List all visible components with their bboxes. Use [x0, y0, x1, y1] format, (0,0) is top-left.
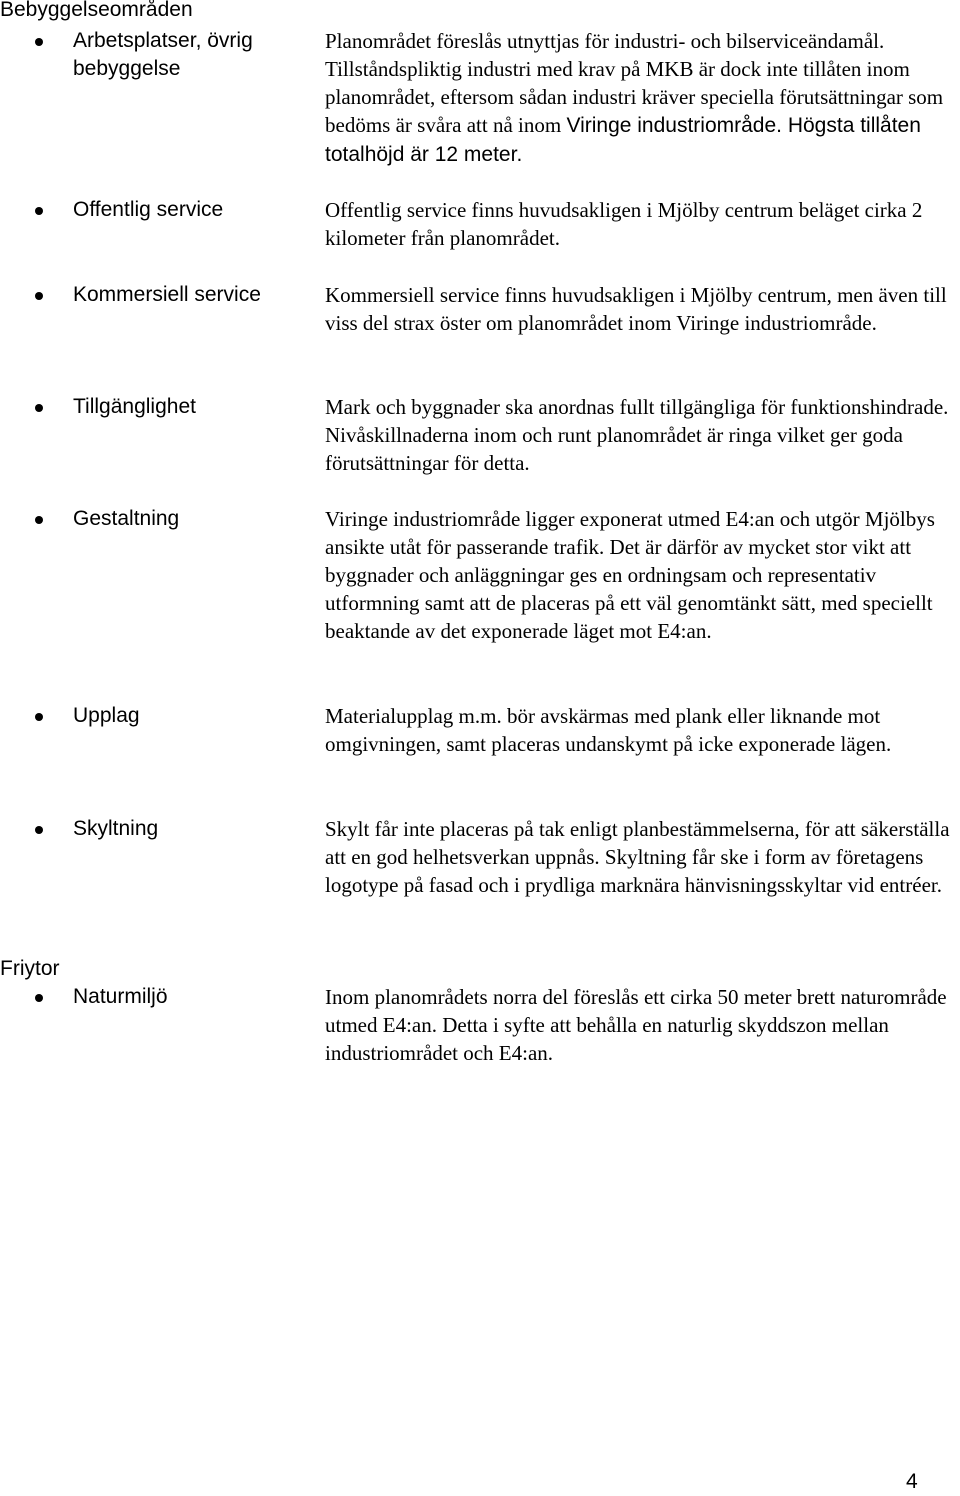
section-heading-friytor: Friytor — [0, 957, 60, 980]
row-label-kommersiell-service — [73, 281, 303, 309]
label-text: Gestaltning — [73, 507, 180, 530]
label-text: Offentlig service — [73, 198, 224, 221]
paragraph-text: Viringe industriområde ligger exponerat utmed E4:an och utgör Mjölbys ansikte utåt för passerande trafik. Det är därför av mycket stor vikt att byggnader och anläggningar ges en ordningsam och representativ utformning samt att de placeras på ett väl genomtänkt sätt, med speciellt beaktande av det exponerade läget mot E4:an. — [325, 507, 935, 643]
paragraph-text: Mark och byggnader ska anordnas fullt tillgängliga för funktionshindrade. Nivåskillnaderna inom och runt planområdet är ringa vilket ger goda förutsättningar för detta. — [325, 395, 949, 475]
row-text-upplag — [325, 702, 960, 758]
bullet-icon — [35, 994, 43, 1002]
paragraph-text: Planområdet föreslås utnyttjas för industri- och bilserviceändamål. Tillståndspliktig industri med krav på MKB är dock inte tillåten inom planområdet, eftersom sådan industri kräver speciella förutsättningar som bedöms är svåra att nå inom — [325, 29, 944, 137]
bullet-icon — [35, 404, 43, 412]
row-label-upplag — [73, 702, 303, 730]
row-text-arbetsplatser — [325, 27, 960, 169]
row-text-offentlig-service — [325, 196, 960, 252]
row-label-naturmiljo — [73, 983, 303, 1011]
row-label-skyltning — [73, 815, 303, 843]
paragraph-text: Skylt får inte placeras på tak enligt planbestämmelserna, för att säkerställa att en god helhetsverkan uppnås. Skyltning får ske i form av företagens logotype på fasad och i prydliga marknära hänvisningsskyltar vid entréer. — [325, 817, 950, 897]
page-number: 4 — [906, 1470, 918, 1493]
bullet-icon — [35, 713, 43, 721]
row-text-gestaltning — [325, 505, 960, 645]
label-text: Kommersiell service — [73, 283, 261, 306]
row-text-kommersiell-service — [325, 281, 960, 337]
paragraph-text: Kommersiell service finns huvudsakligen i Mjölby centrum, men även till viss del strax öster om planområdet inom Viringe industriområde. — [325, 283, 947, 335]
row-label-offentlig-service — [73, 196, 303, 224]
row-label-gestaltning — [73, 505, 303, 533]
bullet-icon — [35, 516, 43, 524]
bullet-icon — [35, 826, 43, 834]
label-text: Skyltning — [73, 817, 159, 840]
paragraph-text-tail: Viringe industriområde. Högsta tillåten totalhöjd är 12 meter. — [325, 114, 921, 166]
label-text: Upplag — [73, 704, 140, 727]
bullet-icon — [35, 207, 43, 215]
row-text-skyltning — [325, 815, 960, 899]
label-text: Arbetsplatser, övrig bebyggelse — [73, 29, 253, 80]
paragraph-text: Materialupplag m.m. bör avskärmas med plank eller liknande mot omgivningen, samt placeras undanskymt på icke exponerade lägen. — [325, 704, 892, 756]
paragraph-text: Inom planområdets norra del föreslås ett cirka 50 meter brett naturområde utmed E4:an. Detta i syfte att behålla en naturlig skyddszon mellan industriområdet och E4:an. — [325, 985, 947, 1065]
paragraph-text: Offentlig service finns huvudsakligen i Mjölby centrum beläget cirka 2 kilometer från planområdet. — [325, 198, 923, 250]
label-text: Naturmiljö — [73, 985, 168, 1008]
row-text-naturmiljo — [325, 983, 960, 1067]
row-label-tillganglighet — [73, 393, 303, 421]
row-text-tillganglighet — [325, 393, 960, 477]
label-text: Tillgänglighet — [73, 395, 196, 418]
section-heading-bebyggelse: Bebyggelseområden — [0, 0, 193, 21]
row-label-arbetsplatser — [73, 27, 303, 83]
bullet-icon — [35, 38, 43, 46]
bullet-icon — [35, 292, 43, 300]
